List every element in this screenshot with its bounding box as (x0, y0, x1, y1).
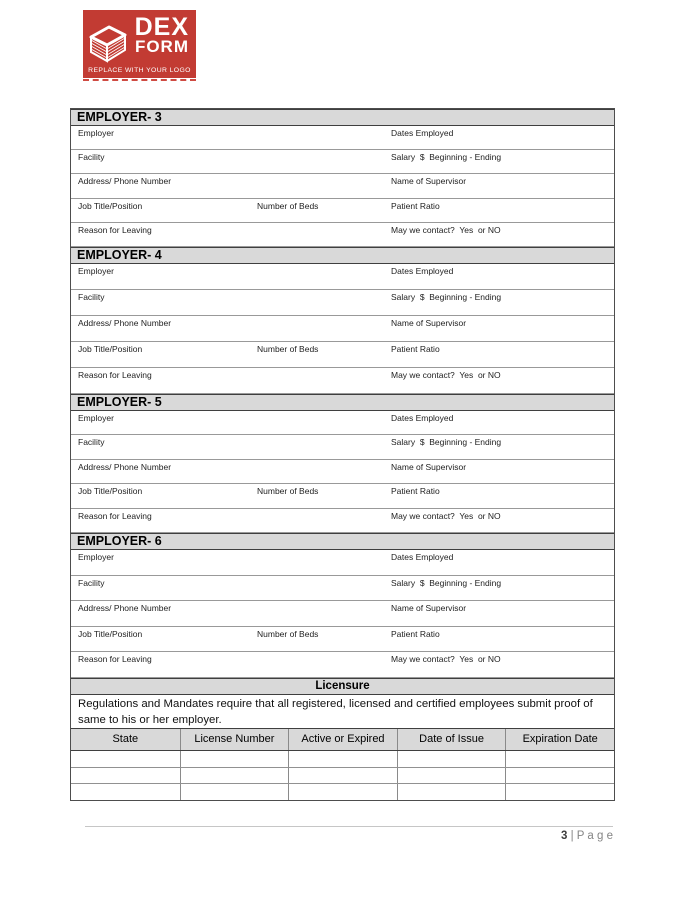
field-label: Name of Supervisor (391, 318, 467, 328)
field-label: Name of Supervisor (391, 461, 467, 472)
form-row-facility (71, 289, 614, 315)
section-title: EMPLOYER- 6 (71, 533, 614, 550)
section-title: EMPLOYER- 4 (71, 247, 614, 264)
form-row-reason (71, 222, 614, 246)
licensure-header-row (71, 728, 614, 751)
empty-cell (505, 751, 614, 767)
field-label: Job Title/Position (78, 200, 143, 211)
field-label: Name of Supervisor (391, 603, 467, 614)
field-label: Facility (78, 437, 105, 448)
field-label: Dates Employed (391, 266, 454, 276)
logo-brand-line2: FORM (134, 37, 189, 56)
column-header-date-of-issue: Date of Issue (397, 729, 506, 750)
section-rows (71, 550, 614, 677)
licensure-empty-row (71, 751, 614, 767)
page-number: 3 (560, 830, 568, 842)
section-rows (71, 126, 614, 246)
field-label: Reason for Leaving (78, 654, 152, 665)
field-label: Address/ Phone Number (78, 603, 172, 614)
logo-tagline: REPLACE WITH YOUR LOGO (88, 67, 191, 74)
section-title: EMPLOYER- 5 (71, 394, 614, 411)
form-row-facility (71, 575, 614, 601)
form-row-employer (71, 550, 614, 575)
field-label: Reason for Leaving (78, 224, 152, 235)
field-label: Patient Ratio (391, 628, 440, 639)
form-row-reason (71, 651, 614, 677)
column-header-active-or-expired: Active or Expired (288, 729, 397, 750)
empty-cell (180, 751, 289, 767)
field-label: Name of Supervisor (391, 176, 467, 187)
section-rows (71, 411, 614, 532)
empty-cell (397, 784, 506, 800)
field-label: Patient Ratio (391, 344, 440, 354)
field-label: May we contact? Yes or NO (391, 654, 501, 665)
form-row-facility (71, 434, 614, 458)
empty-cell (71, 784, 180, 800)
page-label: | P a g e (567, 830, 613, 842)
field-label: Dates Employed (391, 413, 454, 423)
empty-cell (180, 768, 289, 783)
form-row-jobtitle (71, 483, 614, 507)
column-header-expiration-date: Expiration Date (505, 729, 614, 750)
field-label: Patient Ratio (391, 200, 440, 211)
field-label: Number of Beds (257, 486, 319, 497)
licensure-empty-row (71, 767, 614, 783)
field-label: Address/ Phone Number (78, 461, 172, 472)
form-row-jobtitle (71, 198, 614, 222)
logo-wordmark (121, 15, 189, 54)
form-row-employer (71, 264, 614, 289)
empty-cell (505, 768, 614, 783)
employment-history-form (70, 108, 615, 801)
licensure-empty-row (71, 783, 614, 800)
empty-cell (71, 751, 180, 767)
field-label: May we contact? Yes or NO (391, 370, 501, 380)
field-label: Employer (78, 128, 114, 138)
employer-section-3 (71, 109, 614, 247)
field-label: Reason for Leaving (78, 510, 152, 521)
form-row-address (71, 600, 614, 626)
field-label: Address/ Phone Number (78, 318, 172, 328)
field-label: Number of Beds (257, 200, 319, 211)
licensure-note: Regulations and Mandates require that all registered, licensed and certified employees submit proof of same to his or her employer. (78, 698, 593, 726)
form-row-jobtitle (71, 341, 614, 367)
form-row-address (71, 173, 614, 197)
field-label: Salary $ Beginning - Ending (391, 292, 502, 302)
logo-background (83, 10, 196, 78)
form-row-reason (71, 367, 614, 393)
form-row-address (71, 315, 614, 341)
section-title: EMPLOYER- 3 (71, 109, 614, 126)
field-label: Salary $ Beginning - Ending (391, 577, 502, 588)
employer-section-4 (71, 247, 614, 394)
employer-section-5 (71, 394, 614, 533)
column-header-license-number: License Number (180, 729, 289, 750)
logo-brand-line1: DEX (134, 13, 189, 41)
empty-cell (288, 784, 397, 800)
field-label: Job Title/Position (78, 628, 143, 639)
field-label: May we contact? Yes or NO (391, 510, 501, 521)
field-label: Employer (78, 266, 114, 276)
field-label: Job Title/Position (78, 344, 143, 354)
field-label: Salary $ Beginning - Ending (391, 152, 502, 163)
section-rows (71, 264, 614, 393)
form-row-facility (71, 149, 614, 173)
field-label: Number of Beds (257, 628, 319, 639)
form-row-employer (71, 411, 614, 434)
form-row-reason (71, 508, 614, 532)
empty-cell (71, 768, 180, 783)
footer-divider (85, 826, 613, 827)
empty-cell (505, 784, 614, 800)
field-label: Employer (78, 413, 114, 423)
field-label: Reason for Leaving (78, 370, 152, 380)
empty-cell (180, 784, 289, 800)
field-label: Facility (78, 292, 105, 302)
licensure-section-title: Licensure (71, 678, 614, 695)
field-label: Employer (78, 552, 114, 562)
field-label: Facility (78, 577, 105, 588)
field-label: Dates Employed (391, 552, 454, 562)
form-row-jobtitle (71, 626, 614, 652)
form-row-address (71, 459, 614, 483)
brand-logo (83, 10, 196, 81)
field-label: Number of Beds (257, 344, 319, 354)
empty-cell (397, 751, 506, 767)
field-label: Salary $ Beginning - Ending (391, 437, 502, 448)
empty-cell (288, 751, 397, 767)
page-footer (85, 830, 613, 842)
field-label: Dates Employed (391, 128, 454, 138)
employer-section-6 (71, 533, 614, 678)
field-label: Facility (78, 152, 105, 163)
column-header-state: State (112, 733, 139, 745)
form-row-employer (71, 126, 614, 149)
empty-cell (288, 768, 397, 783)
field-label: Job Title/Position (78, 486, 143, 497)
empty-cell (397, 768, 506, 783)
licensure-table (71, 728, 614, 800)
field-label: May we contact? Yes or NO (391, 224, 501, 235)
field-label: Address/ Phone Number (78, 176, 172, 187)
field-label: Patient Ratio (391, 486, 440, 497)
